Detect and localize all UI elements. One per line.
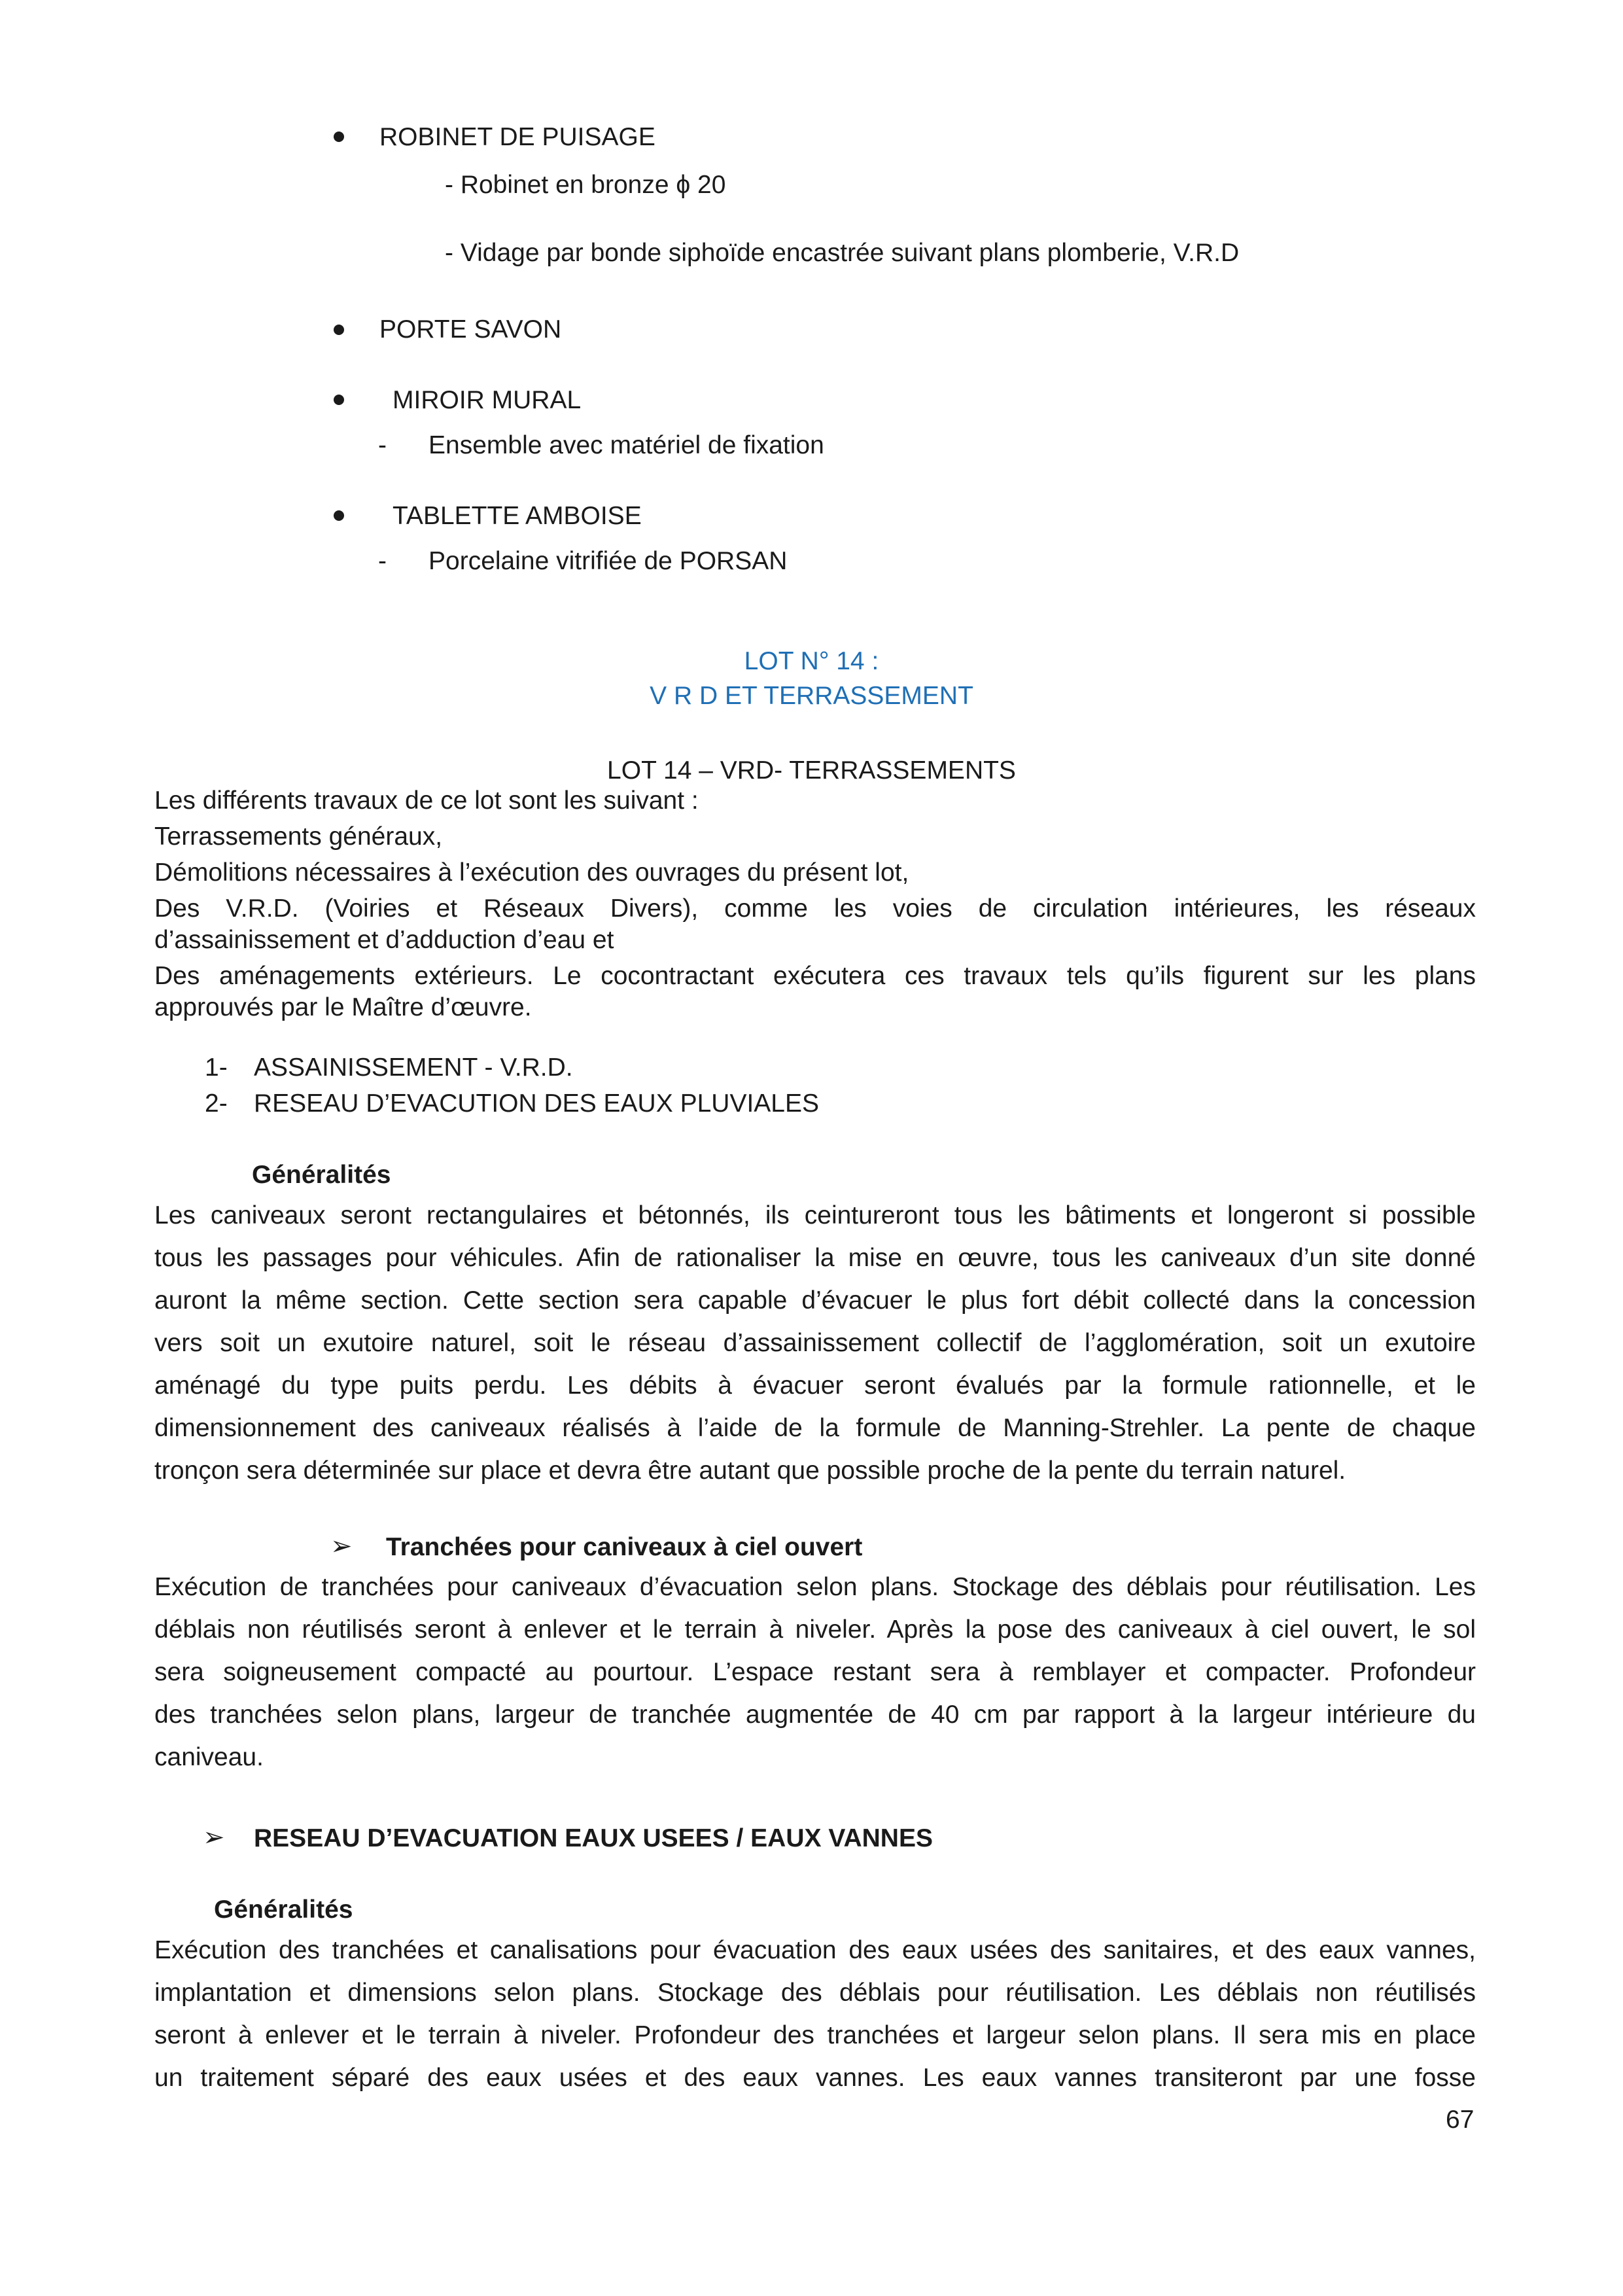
paragraph-line: Exécution des tranchées et canalisations pour évacuation des eaux usées des sanitaires, et des eaux vannes,: [154, 1936, 1476, 1964]
numbered-item-2-num: 2-: [205, 1089, 228, 1118]
paragraph-line: vers soit un exutoire naturel, soit le réseau d’assainissement collectif de l’agglomération, soit un exutoire: [154, 1329, 1476, 1357]
intro-line: Des V.R.D. (Voiries et Réseaux Divers), comme les voies de circulation intérieures, les réseaux: [154, 894, 1476, 923]
bullet-icon: [334, 132, 344, 142]
paragraph-line: un traitement séparé des eaux usées et des eaux vannes. Les eaux vannes transiteront par une fosse: [154, 2064, 1476, 2092]
paragraph-line: implantation et dimensions selon plans. Stockage des déblais pour réutilisation. Les déblais non réutilisés: [154, 1979, 1476, 2007]
numbered-item-1-text: ASSAINISSEMENT - V.R.D.: [254, 1053, 573, 1082]
numbered-item-1-num: 1-: [205, 1053, 228, 1082]
tranchees-heading: Tranchées pour caniveaux à ciel ouvert: [386, 1533, 863, 1561]
paragraph-line: sera soigneusement compacté au pourtour. L’espace restant sera à remblayer et compacter. Profondeur: [154, 1658, 1476, 1686]
dash-marker: -: [378, 547, 387, 575]
bullet-icon: [334, 395, 344, 405]
lot-subtitle: LOT 14 – VRD- TERRASSEMENTS: [607, 756, 1016, 785]
intro-line: Des aménagements extérieurs. Le cocontractant exécutera ces travaux tels qu’ils figurent sur les plans: [154, 962, 1476, 990]
dash-marker: -: [378, 431, 387, 459]
porte-savon: PORTE SAVON: [379, 315, 562, 344]
arrow-bullet-icon: ➢: [330, 1532, 353, 1561]
paragraph-line: tronçon sera déterminée sur place et devra être autant que possible proche de la pente du terrain naturel.: [154, 1457, 1346, 1485]
tablette-title: TABLETTE AMBOISE: [393, 502, 642, 530]
paragraph-line: dimensionnement des caniveaux réalisés à l’aide de la formule de Manning-Strehler. La pente de chaque: [154, 1414, 1476, 1442]
paragraph-line: auront la même section. Cette section sera capable d’évacuer le plus fort débit collecté dans la concession: [154, 1286, 1476, 1315]
generalites-heading: Généralités: [214, 1896, 353, 1924]
intro-line: Les différents travaux de ce lot sont les suivant :: [154, 786, 699, 815]
lot-heading-line-1: LOT N° 14 :: [744, 647, 879, 675]
paragraph-line: seront à enlever et le terrain à niveler. Profondeur des tranchées et largeur selon plans. Il sera mis en place: [154, 2021, 1476, 2049]
reseau-heading: RESEAU D’EVACUATION EAUX USEES / EAUX VANNES: [254, 1824, 933, 1852]
intro-line: Terrassements généraux,: [154, 822, 443, 851]
robinet-sub-1: - Robinet en bronze ϕ 20: [445, 171, 726, 199]
miroir-title: MIROIR MURAL: [393, 386, 582, 414]
bullet-icon: [334, 325, 344, 335]
lot-heading-line-2: V R D ET TERRASSEMENT: [650, 682, 973, 710]
paragraph-line: Les caniveaux seront rectangulaires et bétonnés, ils ceintureront tous les bâtiments et longeront si possible: [154, 1201, 1476, 1229]
robinet-sub-2: - Vidage par bonde siphoïde encastrée suivant plans plomberie, V.R.D: [445, 239, 1240, 267]
paragraph-line: déblais non réutilisés seront à enlever et le terrain à niveler. Après la pose des caniveaux à ciel ouvert, le sol: [154, 1616, 1476, 1644]
numbered-item-2-text: RESEAU D’EVACUTION DES EAUX PLUVIALES: [254, 1089, 820, 1118]
generalites-heading: Généralités: [252, 1161, 391, 1189]
miroir-sub: Ensemble avec matériel de fixation: [428, 431, 824, 459]
intro-line: d’assainissement et d’adduction d’eau et: [154, 926, 614, 954]
intro-paragraph: [154, 785, 1476, 1023]
intro-line: approuvés par le Maître d’œuvre.: [154, 993, 532, 1021]
bullet-icon: [334, 510, 344, 521]
generalites-paragraph: [154, 1194, 1476, 1492]
page-number: 67: [1446, 2106, 1475, 2134]
paragraph-line: caniveau.: [154, 1743, 264, 1771]
paragraph-line: tous les passages pour véhicules. Afin de rationaliser la mise en œuvre, tous les caniveaux d’un site donné: [154, 1244, 1476, 1272]
arrow-bullet-icon: ➢: [203, 1823, 225, 1852]
tranchees-paragraph: [154, 1566, 1476, 1778]
generalites-paragraph: [154, 1929, 1476, 2099]
paragraph-line: des tranchées selon plans, largeur de tranchée augmentée de 40 cm par rapport à la largeur intérieure du: [154, 1701, 1476, 1729]
paragraph-line: aménagé du type puits perdu. Les débits à évacuer seront évalués par la formule rationnelle, et le: [154, 1371, 1476, 1400]
paragraph-line: Exécution de tranchées pour caniveaux d’évacuation selon plans. Stockage des déblais pour réutilisation. Les: [154, 1573, 1476, 1601]
intro-line: Démolitions nécessaires à l’exécution des ouvrages du présent lot,: [154, 858, 909, 887]
robinet-title: ROBINET DE PUISAGE: [379, 123, 655, 151]
tablette-sub: Porcelaine vitrifiée de PORSAN: [428, 547, 788, 575]
